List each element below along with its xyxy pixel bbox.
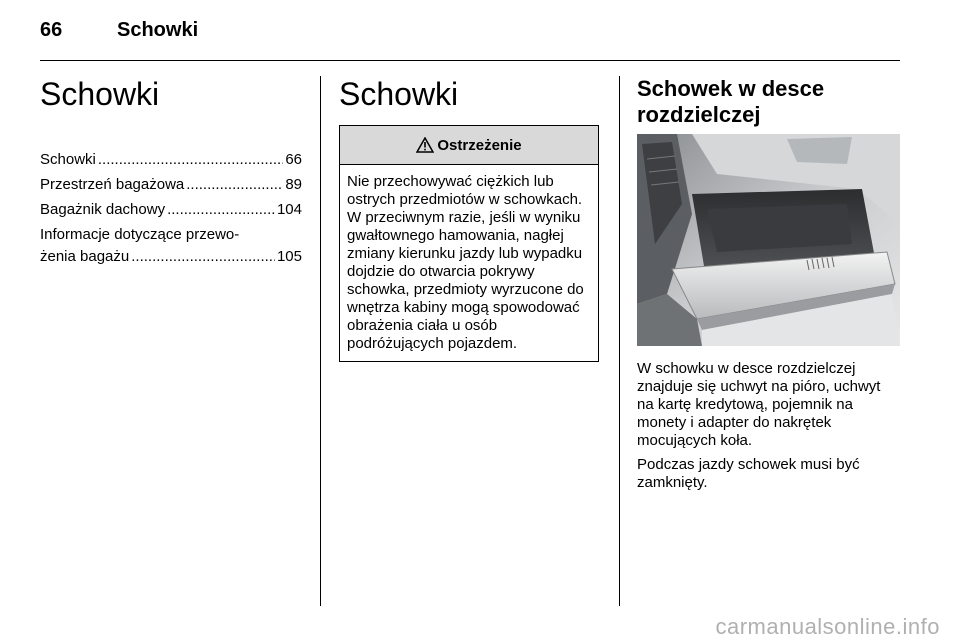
toc-entry-label-line2: żenia bagażu [40,248,130,265]
column-divider-1 [320,76,321,606]
toc-entry-label: Schowki [40,151,96,168]
glovebox-title: Schowek w desce rozdzielczej [637,76,825,127]
warning-triangle-icon [416,137,434,153]
warning-text: Nie przechowywać ciężkich lub ostrych przedmiotów w schowkach. W przeciwnym razie, jeśli w wyniku gwałtownego hamowania, nagłej zmiany kierunku jazdy lub wypadku dojdzie do otwarcia pokrywy schowka, przedmioty wyrzucone do wnętrza kabiny mogą spowodować obrażenia ciała u osób podróżujących pojazdem. [347,173,584,352]
toc-leader [186,174,283,196]
toc-entry-page: 105 [276,248,302,265]
section-column [339,76,601,362]
glovebox-column [637,76,900,492]
toc-column [40,76,302,271]
toc-leader [98,149,283,171]
toc-leader [167,199,275,221]
toc-list [40,149,302,268]
toc-entry[interactable] [40,174,302,196]
chapter-title: Schowki [40,76,160,112]
toc-entry[interactable] [40,199,302,221]
toc-leader [131,246,275,268]
section-title: Schowki [339,76,459,112]
watermark: carmanualsonline.info [715,614,940,639]
toc-entry-page: 104 [276,201,302,218]
warning-heading: Ostrzeżenie [437,136,522,154]
warning-header [340,126,598,165]
toc-entry-label: Bagażnik dachowy [40,201,166,218]
header-title: Schowki [117,19,199,41]
page-number: 66 [40,19,63,41]
toc-entry[interactable] [40,149,302,171]
header-divider [40,60,900,61]
glovebox-photo-icon [637,134,900,346]
warning-box [339,125,599,362]
toc-entry-label-line1: Informacje dotyczące przewo- [40,226,240,243]
toc-entry-page: 66 [285,151,302,168]
toc-entry-page: 89 [285,176,302,193]
toc-entry[interactable] [40,224,302,268]
column-divider-2 [619,76,620,606]
glovebox-paragraph-2: Podczas jazdy schowek musi być zamknięty. [637,456,860,491]
toc-entry-label: Przestrzeń bagażowa [40,176,185,193]
glovebox-paragraph-1: W schowku w desce rozdzielczej znajduje się uchwyt na pióro, uchwyt na kartę kredytową, pojemnik na monety i adapter do nakrętek mocujących koła. [637,360,881,449]
